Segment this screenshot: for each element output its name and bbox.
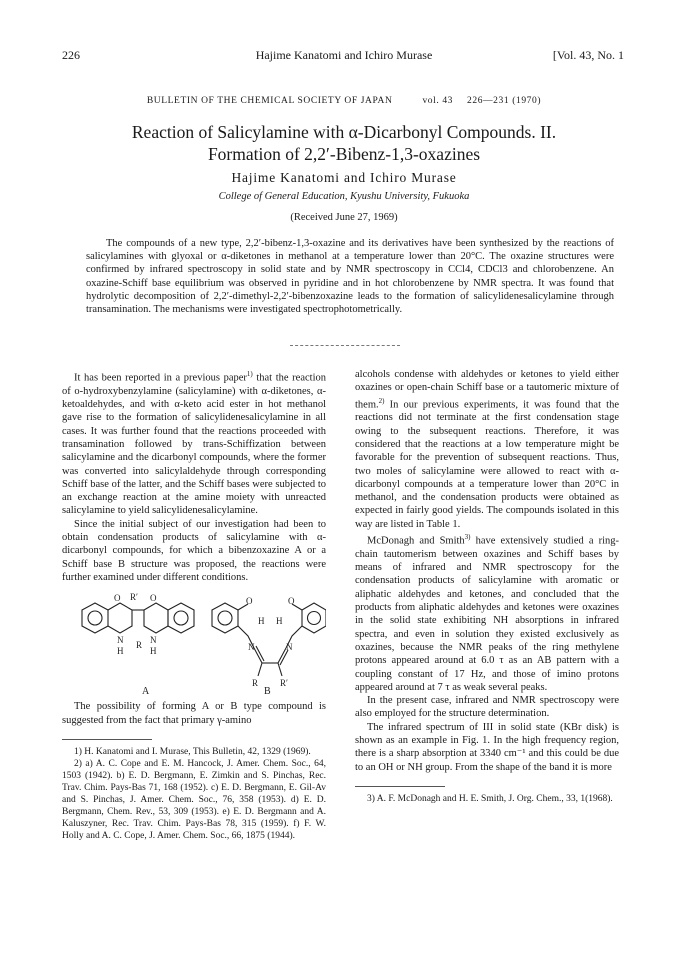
structure-a-nitrogen-left: N	[117, 635, 124, 646]
affiliation: College of General Education, Kyushu University, Fukuoka	[218, 191, 470, 202]
structure-a-benzene-right	[168, 603, 194, 633]
right-paragraph-3: In the present case, infrared and NMR spectroscopy were also employed for the structure determination.	[355, 695, 619, 720]
footnote-1-text: H. Kanatomi and I. Murase, This Bulletin, 42, 1329 (1969).	[84, 746, 311, 757]
footnote-3-text: A. F. McDonagh and H. E. Smith, J. Org. Chem., 33, 1(1968).	[376, 793, 613, 804]
footnote-rule-right	[355, 786, 445, 787]
footnote-ref-3: 3)	[464, 533, 471, 542]
chemical-structures-figure	[62, 588, 326, 698]
footnote-1	[62, 746, 326, 758]
left-paragraph-1	[62, 368, 326, 518]
structure-a-r: R	[136, 640, 143, 651]
right-p1-text-a: alcohols condense with aldehydes or ketones to yield either oxazines or open-chain Schiff base or a tautomeric mixture of them.	[355, 369, 619, 411]
title-line-2: Formation of 2,2′-Bibenz-1,3-oxazines	[207, 144, 481, 164]
structure-b-benzene-left	[212, 603, 238, 633]
structure-b-oxygen-left: O	[246, 596, 253, 607]
structure-b-oxygen-right: O	[288, 596, 295, 607]
journal-volume: vol. 43	[422, 96, 454, 106]
structure-label-b: B	[264, 686, 271, 698]
right-p1-text-b: In our previous experiments, it was found that the reactions did not terminate at the first condensation stage owing to the subsequent reactions. Therefore, it was considered that the reactions at a low temperature might be favorable for the prevention of subsequent reactions. Thus, two moles of salicylamine were allowed to react with α-dicarbonyl compounds at a temperature lower than 20°C in methanol, and the condensation products were obtained as expected in fairly good yields. The compounds isolated in this way are listed in Table 1.	[355, 399, 619, 530]
footnote-2-text: a) A. C. Cope and E. M. Hancock, J. Amer. Chem. Soc., 64, 1503 (1942). b) E. D. Bergmann, E. Zimkin and S. Pinchas, Rec. Trav. Chim. Pays-Bas 71, 168 (1952). c) E. D. Bergmann, E. Gil-Av and S. Pinchas, J. Amer. Chem. Soc., 76, 358 (1953). d) E. D. Bergmann, Chem. Rev., 53, 309 (1953). e) E. D. Bergmann and A. Kaluszyner, Rec. Trav. Chim. Pays-Bas 78, 315 (1959). f) F. W. Holly and A. C. Cope, J. Amer. Chem. Soc., 66, 1875 (1944).	[62, 758, 326, 841]
footnote-1-number: 1)	[74, 746, 82, 757]
received-date: (Received June 27, 1969)	[290, 212, 398, 223]
structure-b-r-prime: R′	[280, 678, 288, 689]
journal-name: BULLETIN OF THE CHEMICAL SOCIETY OF JAPAN	[146, 96, 393, 106]
abstract: The compounds of a new type, 2,2′-bibenz-1,3-oxazine and its derivatives have been synthesized by the reactions of salicylamines with glyoxal or α-diketones in methanol at a temperature lower than 20°C. The oxazine structures were confirmed by infrared spectroscopy in solid state and by NMR spectroscopy in CCl4, CDCl3 and chlorobenzene. An oxazine-Schiff base equilibrium was observed in pyridine and in hot chlorobenzene by NMR spectra. It was found that hydrolytic decomposition of 2,2′-dimethyl-2,2′-bibenzoxazine leads to the formation of salicylidenesalicylamine through transamination. The mechanisms were investigated spectrophotometrically.	[86, 238, 614, 316]
right-p2-text-b: have extensively studied a ring-chain tautomerism between oxazines and Schiff bases by means of infrared and NMR spectroscopy for the condensation products of salicylamine with aromatic or aliphatic aldehydes and ketones, and concluded that the products from aliphatic aldehydes and ketones were oxazines in the solid state exhibiting NH absorptions in infrared spectra, and even in solution they existed exclusively as oxazines, because the NMR peaks of the ring methylene protons appeared around at 6.0 τ as an AB pattern with a coupling constant of 17 Hz, and those of imino protons appeared around at 7 τ as weak several peaks.	[355, 535, 619, 693]
authors: Hajime Kanatomi and Ichiro Murase	[231, 170, 457, 185]
volume-reference: [Vol. 43, No. 1	[552, 48, 624, 62]
article-title	[40, 121, 648, 165]
structure-b-nitrogen-right: N	[286, 642, 293, 653]
right-paragraph-4: The infrared spectrum of III in solid state (KBr disk) is shown as an example in Fig. 1. In the high frequency region, there is a sharp absorption at 3340 cm⁻¹ and this could be due to an OH or NH group. From the shape of the band it is more	[355, 721, 619, 773]
structure-b-hydrogen-right: H	[276, 616, 283, 627]
structure-a-hydrogen-right: H	[150, 646, 157, 657]
structure-label-a: A	[142, 686, 150, 698]
structure-a-oxygen-right: O	[150, 593, 157, 604]
footnote-2	[62, 758, 326, 842]
right-p2-text-a: McDonagh and Smith	[367, 535, 465, 547]
running-title: Hajime Kanatomi and Ichiro Murase	[255, 48, 433, 62]
footnote-2-number: 2)	[74, 758, 82, 769]
right-column	[355, 368, 619, 805]
page-number: 226	[62, 48, 80, 62]
left-paragraph-3: The possibility of forming A or B type compound is suggested from the fact that primary γ-amino	[62, 701, 326, 726]
footnote-rule-left	[62, 739, 152, 740]
right-paragraph-2	[355, 531, 619, 694]
right-paragraph-1	[355, 368, 619, 531]
title-line-1: Reaction of Salicylamine with α-Dicarbonyl Compounds. II.	[131, 122, 557, 142]
structure-a-nitrogen-right: N	[150, 635, 157, 646]
structure-b-nitrogen-left: N	[248, 642, 255, 653]
structure-a-oxygen-left: O	[114, 593, 121, 604]
left-p1-text-b: that the reaction of o-hydroxybenzylamine (salicylamine) with α-diketones, α-ketoaldehydes, and with α-keto acid ester in hot methanol gave rise to the formation of salicylidenesalicylamine in all cases. It was further found that the reactions proceeded with transamination followed by trans-Schiffization between salicylamine and the dicarbonyl compounds, where the former was converted into salicylaldehyde through corresponding Schiff base of the latter, and the Schiff bases were subjected to an exchange reaction at the amine moiety with unreacted salicylamine to yield salicylidenesalicylamine.	[62, 372, 326, 517]
journal-line	[0, 96, 688, 106]
left-column	[62, 368, 326, 842]
structure-b-benzene-left-ring	[218, 611, 232, 625]
structure-b-benzene-right-ring	[308, 612, 321, 625]
structure-b-benzene-right	[302, 603, 326, 633]
left-paragraph-2: Since the initial subject of our investigation had been to obtain condensation products of salicylamine with α-dicarbonyl compounds, for which a bibenzoxazine A or a Schiff base B structure was proposed, the reactions were further examined under different conditions.	[62, 518, 326, 583]
structure-b-r: R	[252, 678, 259, 689]
structure-a-benzene-left-ring	[88, 611, 102, 625]
structure-a-hydrogen-left: H	[117, 646, 124, 657]
footnote-ref-2: 2)	[378, 396, 385, 405]
section-divider	[290, 345, 400, 346]
structure-a-benzene-right-ring	[174, 611, 188, 625]
structure-a-r-prime: R′	[130, 592, 138, 603]
structure-b-hydrogen-left: H	[258, 616, 265, 627]
footnote-3	[355, 793, 619, 805]
left-p1-text-a: It has been reported in a previous paper	[74, 372, 247, 384]
footnote-3-number: 3)	[367, 793, 375, 804]
structure-a-benzene-left	[82, 603, 108, 633]
footnote-ref-1: 1)	[246, 370, 253, 378]
journal-pages-year: 226—231 (1970)	[467, 96, 542, 106]
